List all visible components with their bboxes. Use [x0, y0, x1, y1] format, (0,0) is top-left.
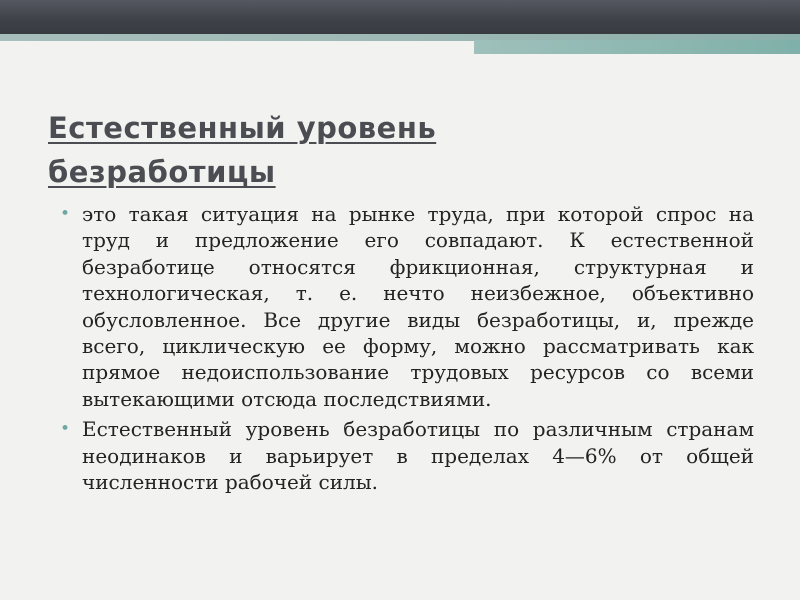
bullet-item-1: [58, 201, 754, 412]
header-bar: [0, 0, 800, 34]
bullet-list: [58, 201, 754, 499]
slide-title: [48, 106, 748, 194]
bullet-text-2: Естественный уровень безработицы по различным странам неодинаков и варьирует в пределах 4—6% от общей численности рабочей силы.: [82, 417, 754, 495]
bullet-dot-icon: •: [60, 419, 71, 440]
title-line-1: Естественный уровень: [48, 111, 437, 145]
bullet-item-2: [58, 416, 754, 495]
bullet-dot-icon: •: [60, 204, 71, 224]
bullet-text-1: это такая ситуация на рынке труда, при которой спрос на труд и предложение его совпадают. К естественной безработице относятся фрикционная, структурная и технологическая, т. е. нечто неизбежное, объективно обусловленное. Все другие виды безработицы, и, прежде всего, циклическую ее форму, можно рассматривать как прямое недоиспользование трудовых ресурсов со всеми вытекающими отсюда последствиями.: [82, 202, 754, 411]
teal-accent-bar: [474, 40, 800, 54]
title-line-2: безработицы: [48, 155, 276, 189]
